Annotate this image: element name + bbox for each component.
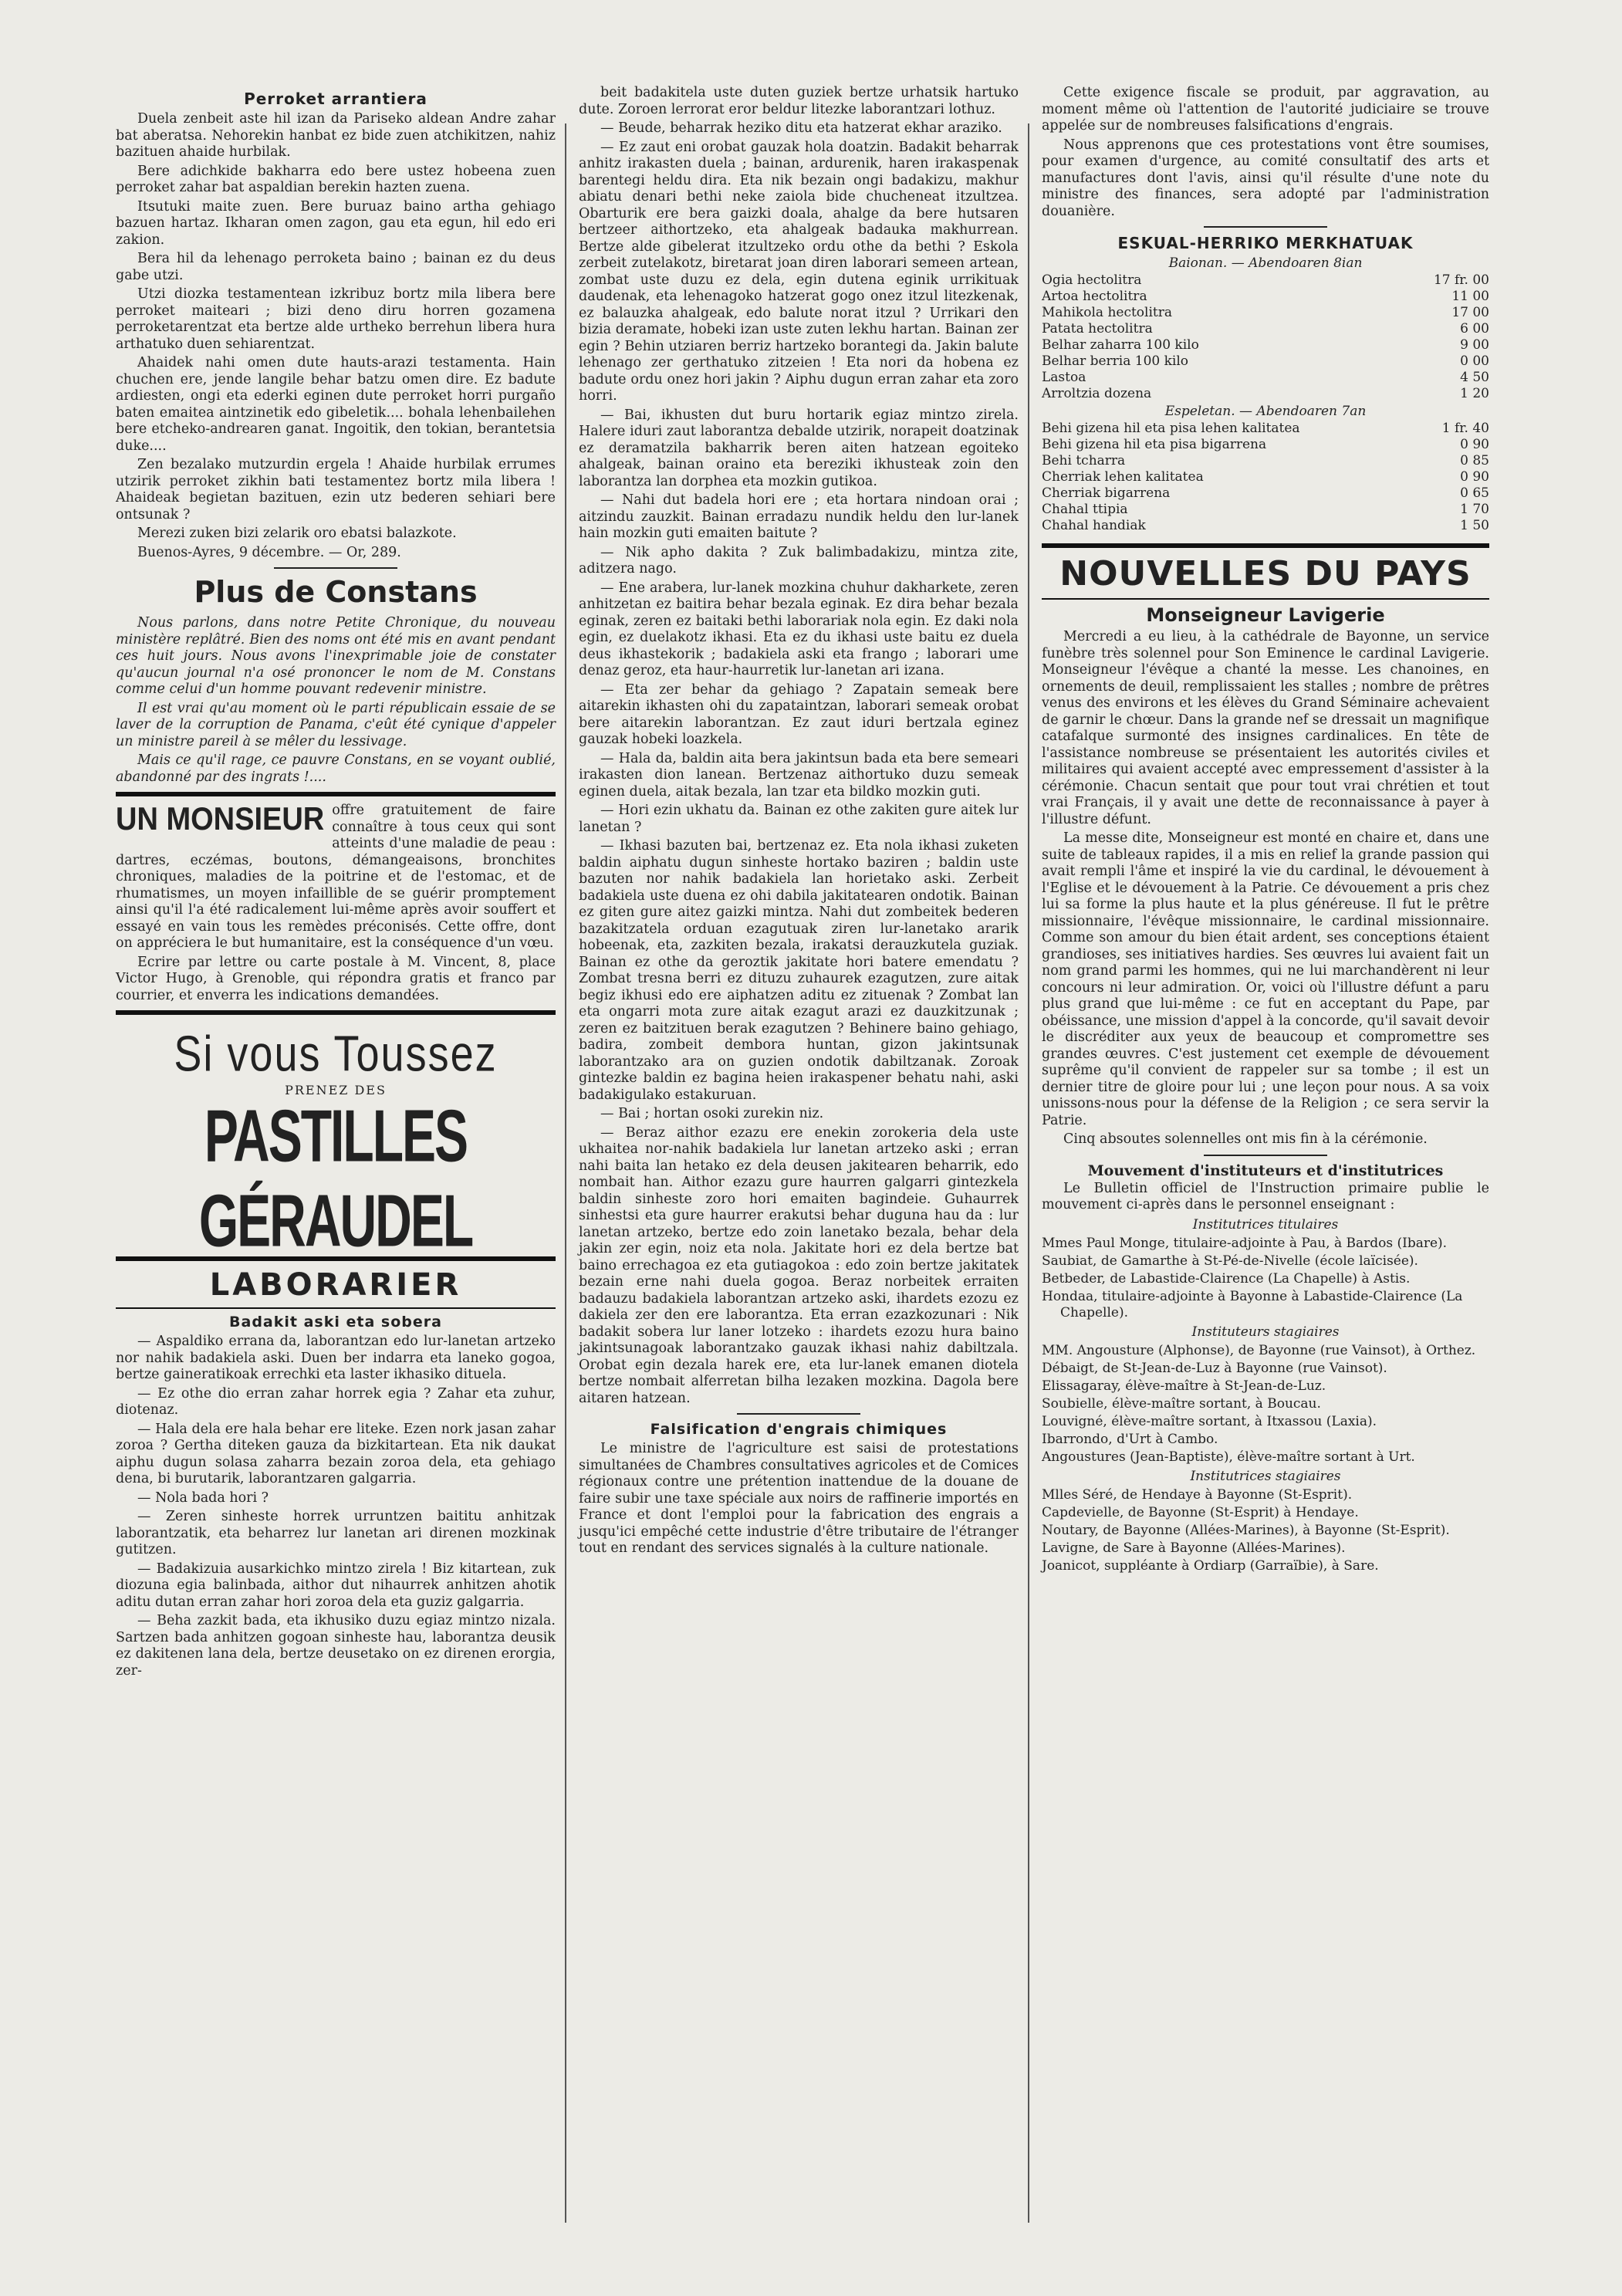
list-item: Betbeder, de Labastide-Clairence (La Chapelle) à Astis. [1042, 1270, 1411, 1287]
paragraph: Bere adichkide bakharra edo bere ustez hobeena zuen perroket zahar bat aspaldian berekin hazten zuena. [116, 163, 556, 195]
market-table-espeletan [1042, 421, 1489, 534]
paragraph: La messe dite, Monseigneur est monté en chaire et, dans une suite de tableaux rapides, il a mis en relief la grande passion qui avait rempli l'âme et inspiré la vie du cardinal, le dévouement à l'Eglise et le dévouement à la Patrie. Ce dévouement a pris chez lui sa forme la plus haute et la plus généreuse. Il fut le prêtre missionnaire, l'évêque missionnaire, le cardinal missionnaire. Comme son amour du bien était ardent, ses conceptions étaient grandioses, ses initiatives hardies. Ses œuvres lui avaient fait un nom grand parmi les hommes, qui ne lui marchandèrent ni leur concours ni leur admiration. Or, voici où l'illustre défunt a paru plus grand que lui-même : ce fut en acceptant du Pape, par obéissance, une mission d'appel à la concorde, qu'il savait devoir le discréditer aux yeux de beaucoup et compromettre ses grandes œuvres. C'est justement cet exemple de dévouement suprême qu'il convient de rappeler sur sa tombe ; il est un dernier titre de gloire pour lui ; une leçon pour nous. A sa voix unissons-nous pour la défense de la Religion ; ce sera servir la Patrie. [1042, 830, 1489, 1128]
paragraph: Nous parlons, dans notre Petite Chronique, du nouveau ministère replâtré. Bien des noms ont été mis en avant pendant ces huit jours. Nous avons l'inexprimable joie de constater qu'aucun journal n'a osé prononcer le nom de M. Constans comme celui d'un homme pouvant redevenir ministre. [116, 615, 556, 697]
paragraph: — Beude, beharrak heziko ditu eta hatzerat ekhar araziko. [600, 120, 1002, 136]
list-item: Soubielle, élève-maître sortant, à Boucau. [1042, 1395, 1321, 1412]
price-label: Cherriak bigarrena [1042, 485, 1171, 501]
paragraph: — Ez zaut eni orobat gauzak hola doatzin. Badakit beharrak anhitz irakasten duela ; bainan, ardurenik, haren irakaspenak barentegi heldu dira. Eta nik bezain ongi badakizu, makhur abiatu denari bethi neke zaiola bide chucheneat itzultzea. Obarturik ere bera gaizki doala, ahalge da bere hutsaren bertzeer aithortzeko, eta ahalgeak badauka makhurrean. Bertze alde gibelerat itzultzeko ordu othe da bethi ? Eskola zerbeit zutelakotz, biretarat joan diren laborari semeen artean, zombat uste duzu ez dela, egin dutena eginik urrikituak daudenak, eta lehenagoko hatzerat gogo onez itzul litezkenak, ez balauzka ahalgeak, edo balute norat itzul ? Urrikari den bizia deramate, hobeki izan uste zuten lekhu hartan. Bainan zer egin ? Behin utziaren berriz hartzeko borantegi da. Jakin balute lehenago zer gerthatuko zitzeien ! Eta nori da hobena ez badute ordu onez hori jakin ? Aiphu dugun erran zahar eta zoro horri. [579, 139, 1019, 404]
list-item: Noutary, de Bayonne (Allées-Marines), à Bayonne (St-Esprit). [1042, 1522, 1450, 1538]
divider [1204, 226, 1327, 228]
article-signature: Buenos-Ayres, 9 décembre. — Or, 289. [137, 544, 401, 560]
list-item: Saubiat, de Gamarthe à St-Pé-de-Nivelle (école laïcisée). [1042, 1253, 1418, 1269]
paragraph: — Bai, ikhusten dut buru hortarik egiaz mintzo zirela. Halere iduri zaut laborantza debalde utzirik, norapeit doatzinak ez deramatzila bakharrik beren aiten hatzean egoiteko ahalgeak, bainan oraino eta bereziki ikhusteak zoin den laborantza lan dorphea eta mozkin gutikoa. [579, 407, 1019, 489]
divider [116, 1307, 556, 1309]
column-3 [1042, 85, 1489, 1576]
paragraph: — Hala da, baldin aita bera jakintsun bada eta bere semeari irakasten dion lanean. Bertzenaz aithortuko duzu semeak eginen duela, aitak bezala, lan tzar eta bildko mozkin guti. [579, 750, 1019, 800]
section-title-nouvelles: NOUVELLES DU PAYS [1059, 554, 1472, 593]
article-title-falsification: Falsification d'engrais chimiques [650, 1421, 948, 1438]
paragraph: — Ez othe dio erran zahar horrek egia ? Zahar eta zuhur, diotenaz. [116, 1385, 556, 1418]
table-row [1042, 421, 1489, 437]
table-row [1042, 386, 1489, 402]
price-value: 1 50 [1460, 518, 1489, 533]
table-row [1042, 485, 1489, 502]
column-rule [565, 123, 566, 2223]
article-title-perroket: Perroket arrantiera [244, 90, 427, 108]
column-2 [579, 85, 1019, 1560]
article-title-mouvement: Mouvement d'instituteurs et d'institutrices [1087, 1162, 1444, 1179]
article-intro-mouvement: Le Bulletin officiel de l'Instruction primaire publie le mouvement ci-après dans le personnel enseignant : [1042, 1180, 1489, 1212]
list-item: Hondaa, titulaire-adjointe à Bayonne à Labastide-Clairence (La Chapelle). [1042, 1288, 1463, 1320]
price-label: Behi gizena hil eta pisa bigarrena [1042, 437, 1267, 452]
advert-monsieur-text: offre gratuitement de faire connaître à tous ceux qui sont atteints d'une maladie de peau : dartres, eczémas, boutons, démangeaisons, bronchites chroniques, maladies de la poitrine et de l'estomac, et de rhumatismes, un moyen infaillible de se guérir promptement ainsi qu'il l'a été radicalement lui-même après avoir souffert et essayé en vain tous les remèdes préconisés. Cette offre, dont on appréciera le but humanitaire, est la conséquence d'un vœu. [116, 803, 556, 951]
advert-monsieur-text-2: Ecrire par lettre ou carte postale à M. Vincent, 8, place Victor Hugo, à Grenoble, qui répondra gratis et franco par courrier, et enverra les indications demandées. [116, 954, 556, 1003]
article-body-badakit [116, 1334, 556, 1679]
paragraph: — Hala dela ere hala behar ere liteke. Ezen nork jasan zahar zoroa ? Gertha diteken gauza da bizkitartean. Eta nik daukat aiphu dugun solasa zaharra bezain zoroa dela, eta gehiago dena, bi burutarik, laborantzaren galgarria. [116, 1421, 556, 1486]
table-row [1042, 469, 1489, 485]
advert-pastilles: PASTILLES GÉRAUDEL [198, 1094, 473, 1262]
divider [1204, 1155, 1327, 1156]
list-instituteurs-stagiaires [1042, 1343, 1489, 1466]
price-value: 1 fr. 40 [1441, 421, 1489, 436]
list-item: MM. Angousture (Alphonse), de Bayonne (rue Vainsot), à Orthez. [1042, 1342, 1476, 1358]
list-heading: Instituteurs stagiaires [1191, 1324, 1340, 1340]
paragraph: Il est vrai qu'au moment où le parti républicain essaie de se laver de la corruption de Panama, c'eût été cynique d'appeler un ministre pareil à se mêler du lessivage. [116, 700, 556, 749]
article-body-constans [116, 615, 556, 786]
list-item: Lavigne, de Sare à Bayonne (Allées-Marines). [1042, 1540, 1346, 1556]
price-label: Cherriak lehen kalitatea [1042, 469, 1204, 485]
list-item: Capdevielle, de Bayonne (St-Esprit) à Hendaye. [1042, 1504, 1359, 1520]
price-value: 17 00 [1451, 305, 1489, 320]
paragraph: — Badakizuia ausarkichko mintzo zirela ! Biz kitartean, zuk diozuna egia balinbada, aithor dut nihaurrek anhitzen ahotik aditu dutan erran zahar hori zoroa dela eta guziz galgarria. [116, 1561, 556, 1610]
divider [116, 792, 556, 796]
article-title-badakit: Badakit aski eta sobera [229, 1314, 442, 1331]
table-row [1042, 502, 1489, 518]
table-row [1042, 337, 1489, 353]
price-value: 17 fr. 00 [1433, 272, 1489, 288]
price-value: 9 00 [1460, 337, 1489, 353]
list-item: Ibarrondo, d'Urt à Cambo. [1042, 1431, 1218, 1447]
paragraph: Itsutuki maite zuen. Bere buruaz baino artha gehiago bazuen hartaz. Ikharan omen zagon, gau eta egun, hil edo eri zakion. [116, 198, 556, 248]
paragraph: — Nahi dut badela hori ere ; eta hortara nindoan orai ; aitzindu zauzkit. Bainan erradazu nundik heldu den lur-lanek hain mozkin guti emaiten baitute ? [579, 492, 1019, 541]
paragraph: — Aspaldiko errana da, laborantzan edo lur-lanetan artzeko nor nahik badakiela aski. Duen ber indarra eta laneko gogoa, bertze gaineratikoak errechki eta laster ikhasiko dituela. [116, 1334, 556, 1382]
list-heading: Institutrices titulaires [1192, 1216, 1339, 1233]
newspaper-page [116, 85, 1489, 2238]
divider [116, 1010, 556, 1015]
divider [1042, 543, 1489, 548]
divider [1042, 598, 1489, 600]
paragraph: Bera hil da lehenago perroketa baino ; bainan ez du deus gabe utzi. [116, 251, 556, 283]
price-value: 0 85 [1460, 453, 1489, 468]
list-heading: Institutrices stagiaires [1190, 1468, 1341, 1484]
price-value: 4 50 [1460, 370, 1489, 385]
paragraph: Cinq absoutes solennelles ont mis fin à la cérémonie. [1063, 1131, 1428, 1147]
price-label: Arroltzia dozena [1042, 386, 1152, 401]
price-value: 6 00 [1460, 321, 1489, 336]
article-body-lavigerie [1042, 629, 1489, 1148]
table-row [1042, 305, 1489, 321]
price-label: Behi tcharra [1042, 453, 1126, 468]
price-label: Belhar berria 100 kilo [1042, 353, 1189, 369]
article-body-laborarier-cont [579, 85, 1019, 1407]
price-label: Belhar zaharra 100 kilo [1042, 337, 1199, 353]
paragraph: — Zeren sinheste horrek urruntzen baititu anhitzak laborantzatik, eta beharrez lur lanetan ari direnen mozkinak gutitzen. [116, 1509, 556, 1557]
table-row [1042, 321, 1489, 337]
advert-monsieur [116, 803, 556, 1004]
table-row [1042, 272, 1489, 289]
paragraph: Ahaidek nahi omen dute hauts-arazi testamenta. Hain chuchen ere, jende langile behar batzu omen dire. Ez badute ardiesten, ongi eta ederki eginen dute perroket horri purgaño baten emaitea aintzinetik edo gibeletik.... bohala lehenbailehen bere etcheko-andrearen ganat. Ingoitik, den tokian, berantetsia duke.... [116, 355, 556, 454]
price-label: Chahal ttipia [1042, 502, 1128, 517]
paragraph: beit badakitela uste duten guziek bertze urhatsik hartuko dute. Zoroen lerrorat eror beldur litezke laborantzari lothuz. [579, 85, 1019, 117]
article-body-perroket [116, 111, 556, 543]
price-label: Behi gizena hil eta pisa lehen kalitatea [1042, 421, 1300, 436]
table-row [1042, 437, 1489, 453]
price-value: 0 90 [1460, 437, 1489, 452]
list-item: Mmes Paul Monge, titulaire-adjointe à Pau, à Bardos (Ibare). [1042, 1235, 1448, 1251]
paragraph: — Beraz aithor ezazu ere enekin zorokeria dela uste ukhaitea nor-nahik badakiela lur lanetan artzeko aski ; erran nahi baita lan hetako ez dela deusen jakitearen beharrik, edo nombait han. Aithor ezazu gure haurren galgarri gintezkela baldin sinheste zoro hori emaiten bagindeie. Guhaurrek sinhestsi eta gure haurrer erakutsi behar duguna hau da : lur lanetan artzeko, bertze edo zoin lanetako bezala, behar dela jakin zer egin, noiz eta nola. Jakitate hori ez dela bertze bat baino errechagoa ez eta gutiagokoa : edo zoin bertze jakitatek bezain erne nahi duela gogoa. Beraz norbeitek erraiten badauzu badakiela laborantzan artzeko aski, ihardets ezozu ez dakiela zer den ere laborantza. Eta erran ezazkozunari : Nik badakit sobera lur laner lotzeko : ihardets ezozu hura baino jakintsunagoak laborantzako gauzak ikhasi nahiz dabiltzala. Orobat egin dezala harek ere, eta lur-lanek emanen diotela bertze nombait alferretan bilha lezaken mozkina. Dagola bere aitaren hatzean. [579, 1124, 1019, 1406]
price-label: Mahikola hectolitra [1042, 305, 1173, 320]
price-label: Ogia hectolitra [1042, 272, 1142, 288]
paragraph: Zen bezalako mutzurdin ergela ! Ahaide hurbilak errumes utzirik perroket zikhin bati testamentez bortz mila libera ! Ahaideak begietan bazituen, ezin utz bederen sehiari bere ontsunak ? [116, 457, 556, 522]
list-institutrices-titulaires [1042, 1236, 1489, 1321]
market-espeletan-heading: Espeletan. — Abendoaren 7an [1164, 404, 1367, 419]
table-row [1042, 370, 1489, 386]
section-title-laborarier: LABORARIER [209, 1267, 462, 1303]
paragraph: — Ene arabera, lur-lanek mozkina chuhur dakharkete, zeren anhitzetan ez baitira behar bezala eginak. Ez dira behar bezala eginak, zeren ez baitaki bethi laborariak nola egin. Ez daki nola egin, ez duelakotz ikhasi. Eta ez du ikhasi uste baitu ez duela deus ikhastekorik ; badakiela aski eta frango ; laborari ume denaz geroz, eta haur-haurretik lur-lanetan ari izana. [579, 580, 1019, 678]
section-title-merkhatuak: ESKUAL-HERRIKO MERKHATUAK [1117, 234, 1414, 252]
price-label: Chahal handiak [1042, 518, 1146, 533]
paragraph: — Hori ezin ukhatu da. Bainan ez othe zakiten gure aitek lur lanetan ? [579, 803, 1019, 835]
table-row [1042, 453, 1489, 469]
list-item: Angoustures (Jean-Baptiste), élève-maître sortant à Urt. [1042, 1449, 1415, 1465]
article-title-lavigerie: Monseigneur Lavigerie [1146, 604, 1385, 626]
divider [737, 1413, 860, 1415]
price-value: 0 90 [1460, 469, 1489, 485]
column-1 [116, 85, 556, 1682]
market-table-baionan [1042, 272, 1489, 402]
market-baionan-heading: Baionan. — Abendoaren 8ian [1168, 255, 1363, 271]
article-body-falsification: Le ministre de l'agriculture est saisi de protestations simultanées de Chambres consultatives agricoles et de Comices régionaux contre une prétention inattendue de la douane de faire subir une taxe spéciale aux noirs de raffinerie importés en France et dont l'emploi pour la fabrication des engrais a jusqu'ici empêché cette industrie d'être tributaire de l'étranger tout en rendant des services signalés à la culture nationale. [579, 1441, 1019, 1556]
price-value: 1 20 [1460, 386, 1489, 401]
paragraph: Duela zenbeit aste hil izan da Pariseko aldean Andre zahar bat aberatsa. Nehorekin hanbat ez bide zuen atchikitzen, nahiz bazituen ahaide hurbilak. [116, 111, 556, 160]
price-value: 1 70 [1460, 502, 1489, 517]
paragraph: Mercredi a eu lieu, à la cathédrale de Bayonne, un service funèbre très solennel pour Son Eminence le cardinal Lavigerie. Monseigneur l'évêque a chanté la messe. Les chanoines, en ornements de deuil, remplissaient les stalles ; nombre de prêtres venus des environs et les élèves du Grand Séminaire achevaient de garnir le chœur. Dans la grande nef se dressait un magnifique catafalque surmonté des insignes cardinalices. En tête de l'assistance nombreuse se présentaient les autorités civiles et militaires qui avaient accepté avec empressement d'assister à la cérémonie. Chacun sentait que pour tout vrai chrétien et tout vrai Français, il y avait une dette de reconnaissance à payer à l'illustre défunt. [1042, 629, 1489, 827]
advert-prenez: PRENEZ DES [285, 1083, 387, 1097]
paragraph: — Bai ; hortan osoki zurekin niz. [600, 1106, 824, 1121]
paragraph: Cette exigence fiscale se produit, par aggravation, au moment même où l'attention de l'autorité judiciaire se trouve appelée sur de nombreuses falsifications d'engrais. [1042, 85, 1489, 134]
paragraph: — Eta zer behar da gehiago ? Zapatain semeak bere aitarekin ikhasten ohi du zapataintzan, laborari semeak orobat bere aitarekin laborantzan. Ez zaut iduri bertzala eginez gauzak hobeki loazkela. [579, 681, 1019, 747]
article-body-falsification-cont [1042, 85, 1489, 220]
paragraph: Nous apprenons que ces protestations vont être soumises, pour examen d'urgence, au comité consultatif des arts et manufactures dont l'avis, ainsi qu'il résulte d'une note du ministre des finances, sera adopté par l'administration douanière. [1042, 137, 1489, 219]
paragraph: — Nola bada hori ? [137, 1490, 269, 1506]
divider [274, 567, 397, 569]
table-row [1042, 289, 1489, 305]
list-item: Louvigné, élève-maître sortant, à Itxassou (Laxia). [1042, 1413, 1377, 1429]
price-value: 0 00 [1460, 353, 1489, 369]
table-row [1042, 353, 1489, 370]
price-value: 0 65 [1460, 485, 1489, 501]
list-item: Débaigt, de St-Jean-de-Luz à Bayonne (rue Vainsot). [1042, 1360, 1387, 1376]
paragraph: Mais ce qu'il rage, ce pauvre Constans, en se voyant oublié, abandonné par des ingrats !.... [116, 752, 556, 785]
list-item: Joanicot, suppléante à Ordiarp (Garraïbie), à Sare. [1042, 1557, 1379, 1574]
price-value: 11 00 [1451, 289, 1489, 304]
paragraph: — Ikhasi bazuten bai, bertzenaz ez. Eta nola ikhasi zuketen baldin aiphatu dugun sinheste hortako baziren ; baldin uste bazuten nor nahik badakiela lan horietako aski. Zerbeit badakiela uste duena ez ohi dabila jakitatearen ondotik. Bainan ez giten gure aitez gaizki mintza. Nahi dut zombeitek bederen bazakitzatela orduan ezagutuak ziren lur-lanetako ararik hobeenak, eta, zazkiten bezala, irakatsi derauzkutela guziak. Bainan ez othe da geroztik jakitate hori batere emendatu ? Zombat tresna berri ez dituzu zuhaurek ezagutzen, zure aitak begiz ikhusi edo ere aiphatzen aditu ez zituenak ? Zombat lan eta ongarri mota zure aitak ezagut arazi ez dauzkitzunak ; zeren ez baitzituen berak ezagutzen ? Behinere baino gehiago, badira, zombeit dembora huntan, gizon jakintsunak laborantzako ara on guzien ondotik dabiltzanak. Zoroak gintezke baldin ez bagina heien irakaspener behatu nahi, aski badakigulako estakuruan. [579, 838, 1019, 1103]
paragraph: Utzi diozka testamentean izkribuz bortz mila libera bere perroket maiteari ; bizi deno diru horren gozamena perroketarentzat eta bertze alde urtheko berrehun libera hura arthatuko duen sehiarentzat. [116, 286, 556, 352]
table-row [1042, 518, 1489, 534]
list-item: Mlles Séré, de Hendaye à Bayonne (St-Esprit). [1042, 1486, 1353, 1503]
list-item: Elissagaray, élève-maître à St-Jean-de-Luz. [1042, 1378, 1326, 1394]
price-label: Artoa hectolitra [1042, 289, 1147, 304]
article-title-constans: Plus de Constans [194, 575, 478, 609]
advert-toussez: Si vous Toussez [174, 1026, 498, 1082]
price-label: Patata hectolitra [1042, 321, 1153, 336]
advert-monsieur-title: UN MONSIEUR [116, 801, 325, 838]
list-institutrices-stagiaires [1042, 1487, 1489, 1574]
column-rule [1028, 123, 1029, 2223]
paragraph: — Nik apho dakita ? Zuk balimbadakizu, mintza zite, aditzera nago. [579, 544, 1019, 577]
price-label: Lastoa [1042, 370, 1086, 385]
paragraph: — Beha zazkit bada, eta ikhusiko duzu egiaz mintzo nizala. Sartzen bada anhitzen gogoan sinheste hau, laborantza deusik ez dakitenen lana dela, bertze deusetako on ez direnen erorgia, zer- [116, 1613, 556, 1679]
paragraph: Merezi zuken bizi zelarik oro ebatsi balazkote. [137, 526, 457, 541]
